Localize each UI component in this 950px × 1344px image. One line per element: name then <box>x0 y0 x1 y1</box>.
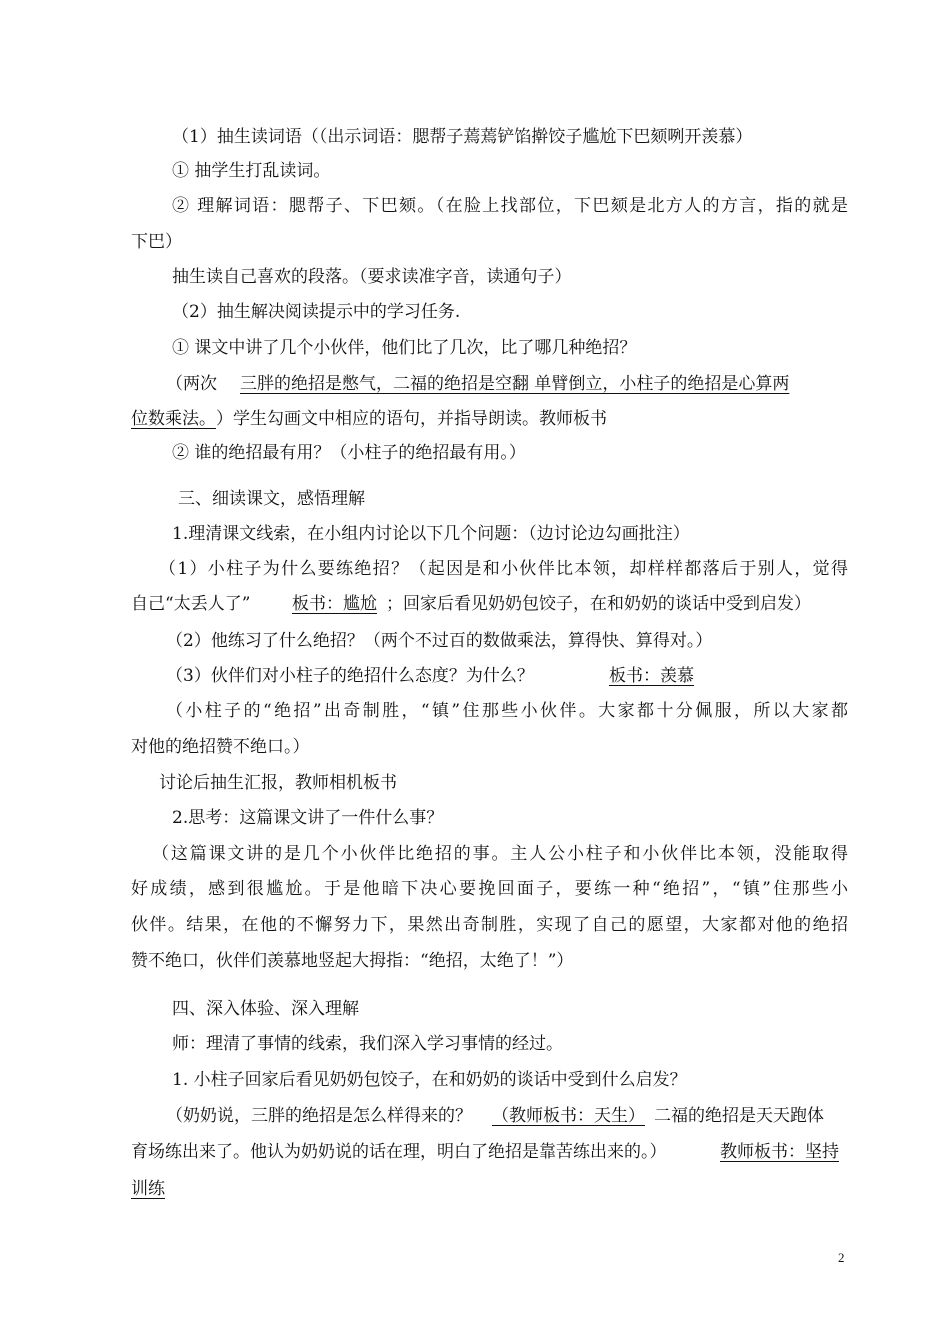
blackboard-note: 教师板书：坚持 <box>720 1142 839 1162</box>
underlined-answer: 三胖的绝招是憋气，二福的绝招是空翻 单臂倒立，小柱子的绝招是心算两 <box>240 374 790 394</box>
paragraph-line: 好成绩，感到很尴尬。于是他暗下决心要挽回面子，要练一种“绝招”，“镇”住那些小 <box>131 879 848 899</box>
section-heading: 三、细读课文，感悟理解 <box>178 489 365 509</box>
page-number: 2 <box>838 1250 845 1265</box>
paragraph-line: 赞不绝口，伙伴们羡慕地竖起大拇指：“绝招，太绝了！”） <box>131 951 574 971</box>
paragraph-line: ；回家后看见奶奶包饺子，在和奶奶的谈话中受到启发） <box>386 594 811 614</box>
paragraph-line: （这篇课文讲的是几个小伙伴比绝招的事。主人公小柱子和小伙伴比本领，没能取得 <box>152 844 848 864</box>
paragraph-line: （奶奶说，三胖的绝招是怎么样得来的？ <box>166 1106 472 1126</box>
paragraph-line: 2.思考：这篇课文讲了一件什么事？ <box>172 808 444 828</box>
paragraph-line: ② 理解词语：腮帮子、下巴颏。（在脸上找部位，下巴颏是北方人的方言，指的就是 <box>172 196 848 216</box>
paragraph-line: （2）他练习了什么绝招？（两个不过百的数做乘法，算得快、算得对。） <box>166 631 713 651</box>
blackboard-note: 板书：尴尬 <box>292 594 377 614</box>
paragraph-line: 自己“太丢人了” <box>131 594 251 614</box>
paragraph-line: 二福的绝招是天天跑体 <box>654 1106 824 1126</box>
paragraph-line: （2）抽生解决阅读提示中的学习任务. <box>172 302 461 322</box>
underlined-answer: 位数乘法。 <box>131 409 216 429</box>
blackboard-note: 板书：羡慕 <box>609 666 694 686</box>
section-heading: 四、深入体验、深入理解 <box>172 999 359 1019</box>
blackboard-note: 训练 <box>131 1179 165 1199</box>
paragraph-line: 抽生读自己喜欢的段落。（要求读准字音，读通句子） <box>172 267 572 287</box>
paragraph-line: （小柱子的“绝招”出奇制胜，“镇”住那些小伙伴。大家都十分佩服，所以大家都 <box>166 701 848 721</box>
vocab-reading-line: （1）抽生读词语（（出示词语：腮帮子蔫蔫铲馅擀饺子尴尬下巴颏咧开羡慕） <box>172 127 753 147</box>
paragraph-line: 师：理清了事情的线索，我们深入学习事情的经过。 <box>172 1034 563 1054</box>
paragraph-line: （3）伙伴们对小柱子的绝招什么态度？为什么？ <box>166 666 534 686</box>
paragraph-line: 下巴） <box>131 232 182 252</box>
paragraph-line: （1）小柱子为什么要练绝招？（起因是和小伙伴比本领，却样样都落后于别人，觉得 <box>159 559 848 579</box>
paragraph-line: 伙伴。结果，在他的不懈努力下，果然出奇制胜，实现了自己的愿望，大家都对他的绝招 <box>131 915 848 935</box>
paragraph-line: 1.理清课文线索，在小组内讨论以下几个问题：（边讨论边勾画批注） <box>172 524 690 544</box>
paragraph-line: ② 谁的绝招最有用？（小柱子的绝招最有用。） <box>172 443 526 463</box>
paragraph-line: ① 抽学生打乱读词。 <box>172 161 331 181</box>
paragraph-line: ① 课文中讲了几个小伙伴，他们比了几次，比了哪几种绝招？ <box>172 338 637 358</box>
paragraph-line: ）学生勾画文中相应的语句，并指导朗读。教师板书 <box>216 409 607 429</box>
blackboard-note: （教师板书：天生） <box>492 1106 645 1126</box>
paragraph-line: 育场练出来了。他认为奶奶说的话在理，明白了绝招是靠苦练出来的。） <box>131 1142 667 1162</box>
paragraph-line: 1. 小柱子回家后看见奶奶包饺子，在和奶奶的谈话中受到什么启发？ <box>172 1070 687 1090</box>
paragraph-line: 对他的绝招赞不绝口。） <box>131 737 310 757</box>
paragraph-line: （两次 <box>166 374 217 394</box>
paragraph-line: 讨论后抽生汇报，教师相机板书 <box>159 773 397 793</box>
